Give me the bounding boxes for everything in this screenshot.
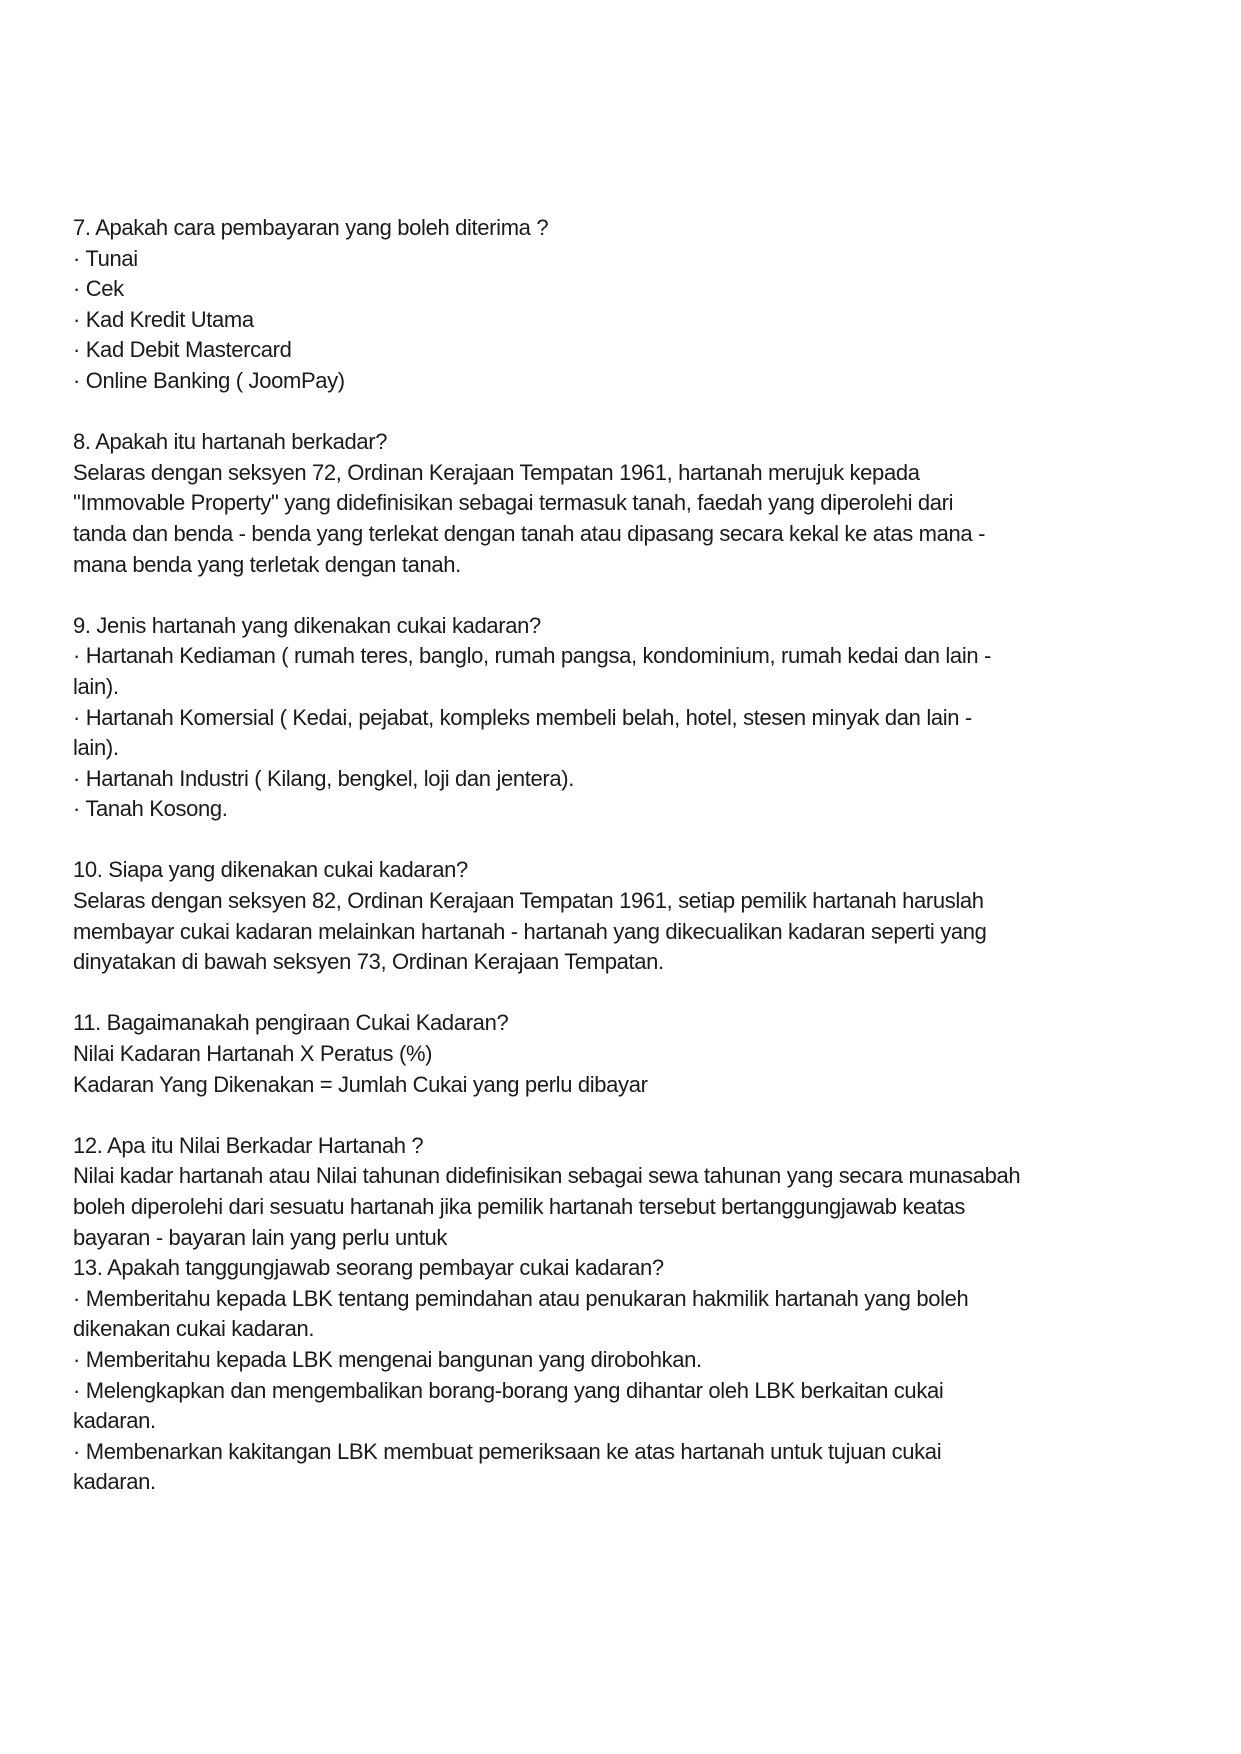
paragraph-line: boleh diperolehi dari sesuatu hartanah jika pemilik hartanah tersebut bertanggungjawab keatas — [73, 1194, 966, 1219]
faq-section-7 — [73, 213, 1183, 397]
section-heading: 13. Apakah tanggungjawab seorang pembayar cukai kadaran? — [73, 1255, 664, 1281]
section-spacer — [73, 978, 1183, 1009]
bullet-item: · Tunai — [73, 245, 138, 271]
bullet-item: · Hartanah Kediaman ( rumah teres, banglo, rumah pangsa, kondominium, rumah kedai dan lain - — [73, 643, 991, 669]
section-spacer — [73, 1100, 1183, 1131]
bullet-item: · Cek — [73, 276, 124, 302]
paragraph-line: "Immovable Property" yang didefinisikan sebagai termasuk tanah, faedah yang diperolehi dari — [73, 490, 954, 516]
bullet-item: · Memberitahu kepada LBK tentang pemindahan atau penukaran hakmilik hartanah yang boleh — [73, 1285, 969, 1311]
paragraph-line: tanda dan benda - benda yang terlekat dengan tanah atau dipasang secara kekal ke atas mana - — [73, 520, 986, 546]
section-spacer — [73, 580, 1183, 611]
formula-line: Nilai Kadaran Hartanah X Peratus (%) — [73, 1041, 433, 1067]
bullet-item: · Kad Debit Mastercard — [73, 337, 292, 363]
faq-section-10 — [73, 855, 1183, 977]
bullet-item: · Memberitahu kepada LBK mengenai bangunan yang dirobohkan. — [73, 1346, 702, 1372]
bullet-item-continuation: kadaran. — [73, 1408, 156, 1434]
document-page — [73, 213, 1183, 1498]
section-spacer — [73, 397, 1183, 428]
paragraph-line: Nilai kadar hartanah atau Nilai tahunan didefinisikan sebagai sewa tahunan yang secara munasabah — [73, 1163, 1021, 1189]
faq-section-8 — [73, 427, 1183, 580]
section-heading: 8. Apakah itu hartanah berkadar? — [73, 429, 388, 455]
paragraph-line: bayaran - bayaran lain yang perlu untuk — [73, 1224, 448, 1250]
faq-section-11 — [73, 1008, 1183, 1100]
bullet-item-continuation: lain). — [73, 673, 119, 699]
bullet-item: · Membenarkan kakitangan LBK membuat pemeriksaan ke atas hartanah untuk tujuan cukai — [73, 1438, 942, 1464]
bullet-item: · Hartanah Komersial ( Kedai, pejabat, kompleks membeli belah, hotel, stesen minyak dan lain - — [73, 704, 972, 730]
faq-section-13 — [73, 1253, 1183, 1498]
section-heading: 10. Siapa yang dikenakan cukai kadaran? — [73, 857, 468, 883]
paragraph-line: Selaras dengan seksyen 72, Ordinan Kerajaan Tempatan 1961, hartanah merujuk kepada — [73, 459, 920, 485]
section-heading: 11. Bagaimanakah pengiraan Cukai Kadaran? — [73, 1010, 509, 1036]
paragraph-line: mana benda yang terletak dengan tanah. — [73, 551, 461, 577]
bullet-item: · Kad Kredit Utama — [73, 306, 254, 332]
paragraph-line: Selaras dengan seksyen 82, Ordinan Kerajaan Tempatan 1961, setiap pemilik hartanah haruslah — [73, 888, 984, 914]
bullet-item: · Hartanah Industri ( Kilang, bengkel, loji dan jentera). — [73, 765, 575, 791]
paragraph-line: dinyatakan di bawah seksyen 73, Ordinan Kerajaan Tempatan. — [73, 949, 664, 975]
bullet-item: · Online Banking ( JoomPay) — [73, 367, 345, 393]
section-spacer — [73, 825, 1183, 856]
faq-section-12 — [73, 1131, 1183, 1253]
bullet-item: · Tanah Kosong. — [73, 796, 228, 822]
bullet-item-continuation: dikenakan cukai kadaran. — [73, 1316, 315, 1342]
bullet-item: · Melengkapkan dan mengembalikan borang-borang yang dihantar oleh LBK berkaitan cukai — [73, 1377, 944, 1403]
section-heading: 9. Jenis hartanah yang dikenakan cukai kadaran? — [73, 612, 541, 638]
section-heading: 12. Apa itu Nilai Berkadar Hartanah ? — [73, 1132, 424, 1158]
formula-line: Kadaran Yang Dikenakan = Jumlah Cukai yang perlu dibayar — [73, 1071, 648, 1097]
section-heading: 7. Apakah cara pembayaran yang boleh diterima ? — [73, 215, 549, 240]
faq-section-9 — [73, 611, 1183, 825]
bullet-item-continuation: lain). — [73, 735, 119, 761]
bullet-item-continuation: kadaran. — [73, 1469, 156, 1495]
paragraph-line: membayar cukai kadaran melainkan hartanah - hartanah yang dikecualikan kadaran seperti yang — [73, 918, 987, 944]
